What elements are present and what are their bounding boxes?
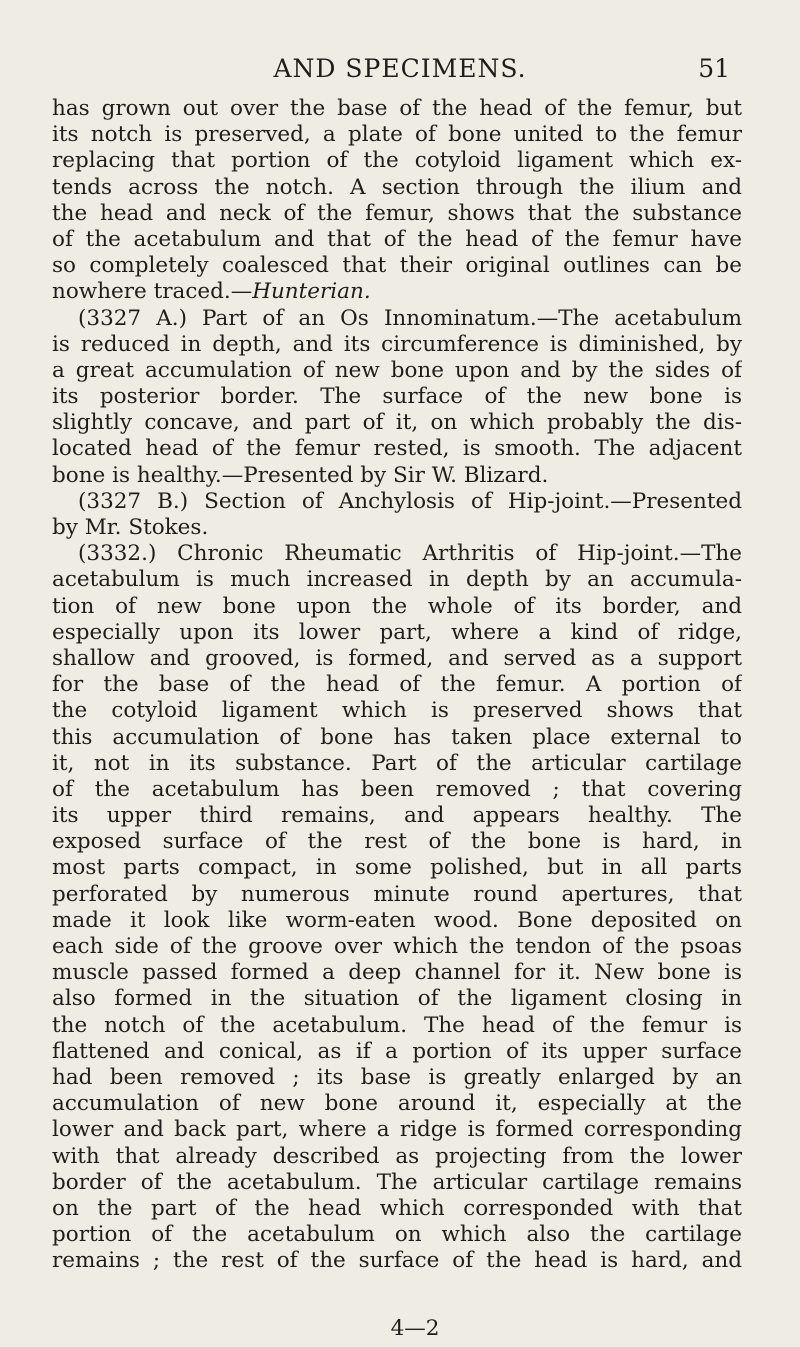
text-line: especially upon its lower part, where a kind of ridge, (52, 619, 742, 645)
text-line: perforated by numerous minute round apertures, that (52, 881, 742, 907)
text-line: a great accumulation of new bone upon and by the sides of (52, 357, 742, 383)
text-line: tends across the notch. A section through the ilium and (52, 174, 742, 200)
text-line: accumulation of new bone around it, especially at the (52, 1091, 742, 1117)
text-line: this accumulation of bone has taken place external to (52, 724, 742, 750)
text-line: with that already described as projecting from the lower (52, 1143, 742, 1169)
text-line: its upper third remains, and appears healthy. The (52, 803, 742, 829)
signature-mark: 4—2 (390, 1316, 440, 1341)
text-line: located head of the femur rested, is smooth. The adjacent (52, 436, 742, 462)
text-line (52, 279, 742, 305)
text-line: so completely coalesced that their original outlines can be (52, 253, 742, 279)
text-line: the cotyloid ligament which is preserved shows that (52, 698, 742, 724)
text-line: it, not in its substance. Part of the articular cartilage (52, 750, 742, 776)
text-line: lower and back part, where a ridge is formed corresponding (52, 1117, 742, 1143)
text-line: replacing that portion of the cotyloid ligament which ex- (52, 148, 742, 174)
entry-heading-line: (3327 B.) Section of Anchylosis of Hip-joint.—Presented (78, 488, 742, 514)
text-fragment: nowhere traced.— (52, 279, 253, 305)
text-line: also formed in the situation of the ligament closing in (52, 986, 742, 1012)
text-line: most parts compact, in some polished, but in all parts (52, 855, 742, 881)
text-line: had been removed ; its base is greatly enlarged by an (52, 1064, 742, 1090)
body-text (52, 96, 742, 1274)
text-line: acetabulum is much increased in depth by an accumula- (52, 567, 742, 593)
text-line: the notch of the acetabulum. The head of the femur is (52, 1012, 742, 1038)
text-line: by Mr. Stokes. (52, 515, 209, 540)
text-line: for the base of the head of the femur. A portion of (52, 672, 742, 698)
text-line: is reduced in depth, and its circumference is diminished, by (52, 331, 742, 357)
text-line: on the part of the head which corresponded with that (52, 1195, 742, 1221)
text-line: exposed surface of the rest of the bone is hard, in (52, 829, 742, 855)
text-line: border of the acetabulum. The articular cartilage remains (52, 1169, 742, 1195)
text-line: tion of new bone upon the whole of its border, and (52, 593, 742, 619)
text-line: made it look like worm-eaten wood. Bone deposited on (52, 907, 742, 933)
text-line: has grown out over the base of the head of the femur, but (52, 96, 742, 121)
text-line: each side of the groove over which the tendon of the psoas (52, 934, 742, 959)
text-line: muscle passed formed a deep channel for it. New bone is (52, 960, 742, 986)
entry-heading-line: (3332.) Chronic Rheumatic Arthritis of Hip-joint.—The (78, 541, 742, 567)
text-line: of the acetabulum and that of the head of the femur have (52, 226, 742, 252)
text-line: shallow and grooved, is formed, and served as a support (52, 645, 742, 671)
text-line: bone is healthy.—Presented by Sir W. Blizard. (52, 462, 549, 488)
source-attribution: Hunterian. (252, 279, 371, 305)
running-title: AND SPECIMENS. (273, 54, 527, 83)
text-line: remains ; the rest of the surface of the head is hard, and (52, 1248, 742, 1274)
text-line: of the acetabulum has been removed ; that covering (52, 776, 742, 802)
text-line: slightly concave, and part of it, on which probably the dis- (52, 410, 742, 436)
running-head (0, 54, 800, 88)
entry-heading-line: (3327 A.) Part of an Os Innominatum.—The acetabulum (78, 305, 742, 331)
text-line: its posterior border. The surface of the new bone is (52, 384, 742, 410)
text-line: portion of the acetabulum on which also the cartilage (52, 1222, 742, 1248)
text-line: its notch is preserved, a plate of bone united to the femur (52, 122, 742, 148)
text-line: flattened and conical, as if a portion of its upper surface (52, 1038, 742, 1064)
page-number: 51 (698, 54, 730, 83)
text-line: the head and neck of the femur, shows that the substance (52, 200, 742, 226)
